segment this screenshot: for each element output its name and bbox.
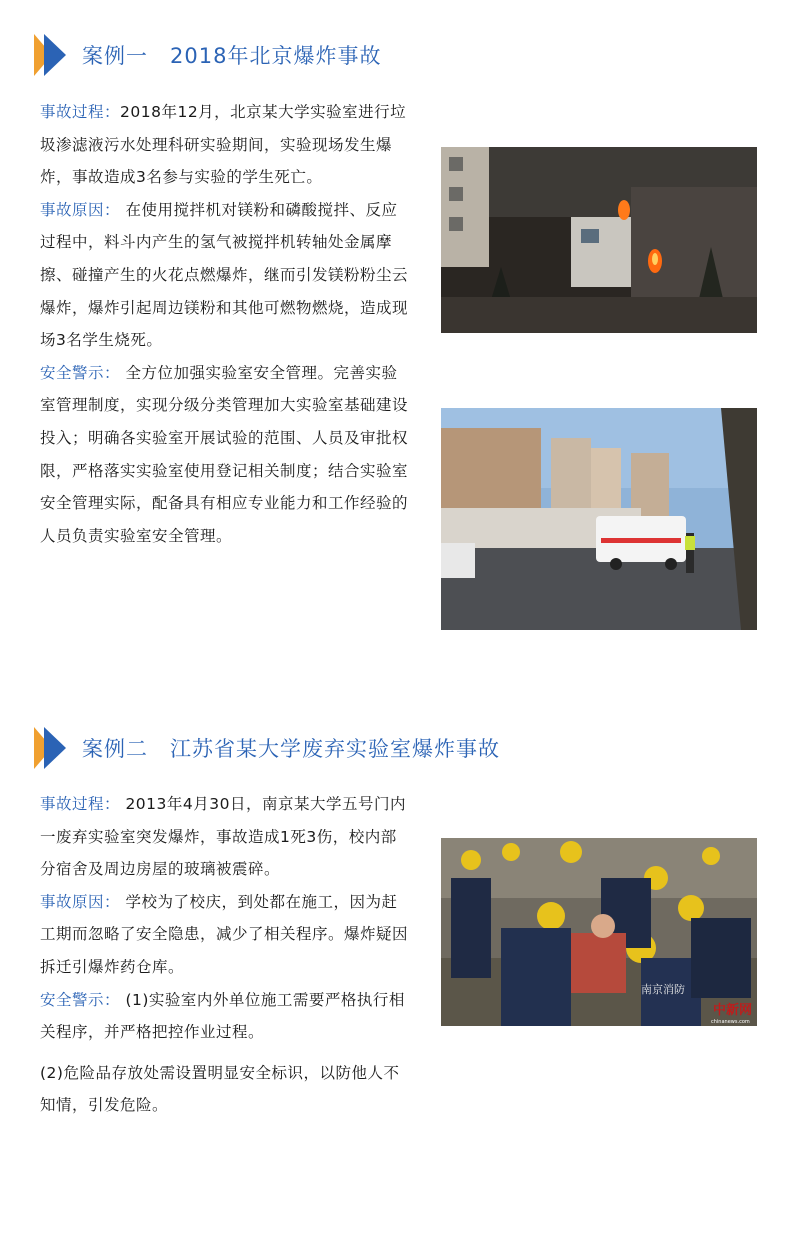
- case1-warning-text: 全方位加强实验室安全管理。完善实验室管理制度，实现分级分类管理加大实验室基础建设投入；明确各实验室开展试验的范围、人员及审批权限，严格落实实验室使用登记相关制度；结合实验室安全管理实际，配备具有相应专业能力和工作经验的人员负责实验室安全管理。: [40, 363, 409, 545]
- case1-cause: [40, 194, 412, 357]
- case1-header: [34, 34, 381, 76]
- case1-body: [40, 96, 412, 552]
- case2-warning: [40, 984, 412, 1049]
- photo-ambulance-scene: [441, 408, 757, 630]
- case2-body: [40, 788, 412, 1122]
- case1-warning: [40, 357, 412, 553]
- case1-process: [40, 96, 412, 194]
- watermark-logo: 中新网: [713, 1003, 753, 1018]
- watermark-sub: chinanews.com: [711, 1019, 750, 1025]
- photo-firefighter-rescue: [441, 838, 757, 1026]
- case1-process-label: 事故过程：: [40, 103, 121, 121]
- case1-process-text: 2018年12月，北京某大学实验室进行垃圾渗滤液污水处理科研实验期间，实验现场发生爆炸，事故造成3名参与实验的学生死亡。: [40, 103, 407, 187]
- case2-warning-text: (1)实验室内外单位施工需要严格执行相关程序，并严格把控作业过程。: [40, 990, 405, 1042]
- case2-cause-label: 事故原因：: [40, 892, 121, 911]
- case1-warning-label: 安全警示：: [40, 363, 121, 382]
- photo-building-fire: [441, 147, 757, 333]
- chevron-icon: [34, 727, 70, 769]
- case2-cause-text: 学校为了校庆，到处都在施工，因为赶工期而忽略了安全隐患，减少了相关程序。爆炸疑因拆迁引爆炸药仓库。: [40, 892, 409, 976]
- case2-title: 案例二 江苏省某大学废弃实验室爆炸事故: [82, 737, 500, 761]
- vest-text: 南京消防: [641, 983, 685, 996]
- case2-cause: [40, 886, 412, 984]
- case2-header: [34, 727, 500, 769]
- chevron-icon: [34, 34, 70, 76]
- case2-warning-label: 安全警示：: [40, 990, 121, 1009]
- case2-process-text: 2013年4月30日，南京某大学五号门内一废弃实验室突发爆炸，事故造成1死3伤，校内部分宿舍及周边房屋的玻璃被震碎。: [40, 795, 406, 879]
- case1-title: 案例一 2018年北京爆炸事故: [82, 44, 382, 68]
- case1-cause-text: 在使用搅拌机对镁粉和磷酸搅拌、反应过程中，料斗内产生的氢气被搅拌机转轴处金属摩擦、碰撞产生的火花点燃爆炸，继而引发镁粉粉尘云爆炸，爆炸引起周边镁粉和其他可燃物燃烧，造成现场3名学生烧死。: [40, 200, 409, 350]
- case2-process: [40, 788, 412, 886]
- case2-warning-2: (2)危险品存放处需设置明显安全标识，以防他人不知情，引发危险。: [40, 1063, 400, 1115]
- case2-process-label: 事故过程：: [40, 795, 121, 813]
- case1-cause-label: 事故原因：: [40, 200, 121, 219]
